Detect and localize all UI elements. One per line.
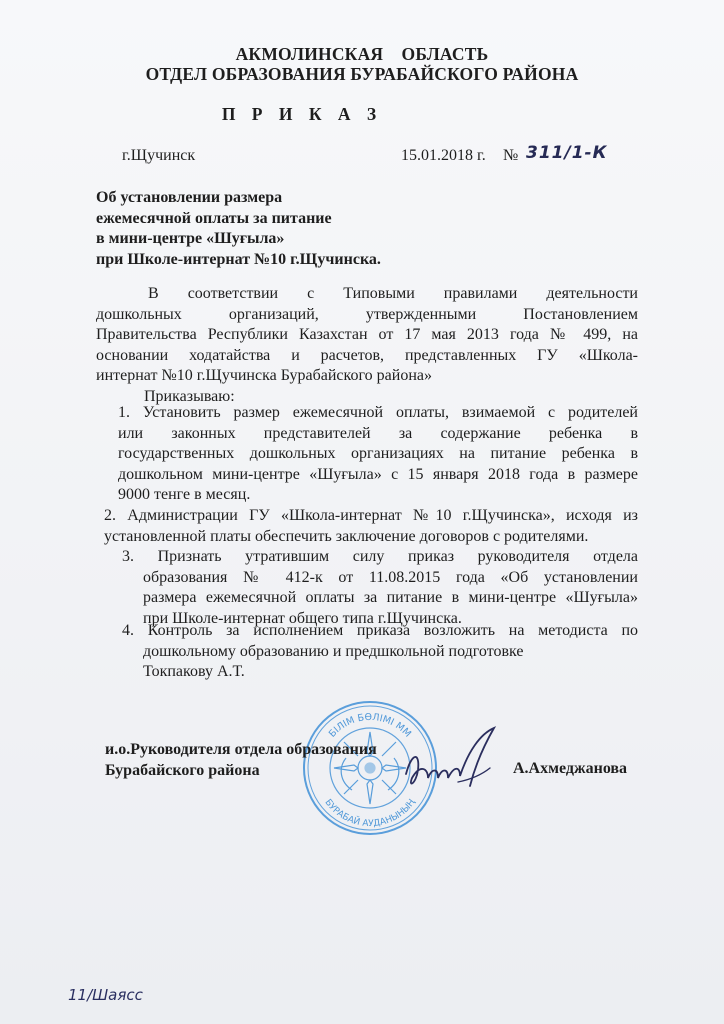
order-item-2 — [104, 506, 638, 547]
handwritten-signature — [398, 722, 508, 802]
header-department: ОТДЕЛ ОБРАЗОВАНИЯ БУРАБАЙСКОГО РАЙОНА — [145, 64, 579, 84]
item-text: Установить размер ежемесячной оплаты, взимаемой с родителей — [142, 404, 638, 421]
preamble-line: основании ходатайства и расчетов, представленных ГУ «Школа- — [96, 346, 638, 364]
subject-line: при Школе-интернат №10 г.Щучинска. — [96, 250, 381, 268]
item-text: Признать утратившим силу приказ руководителя отдела — [157, 548, 639, 565]
order-number-label: № — [503, 147, 519, 164]
item-text: или законных представителей за содержание ребенка в — [118, 424, 638, 442]
item-text: Администрации ГУ «Школа-интернат №10 г.Щучинска», исходя из — [127, 507, 639, 524]
item-text: Контроль за исполнением приказа возложить на методиста по — [147, 622, 639, 639]
preamble-line: Правительства Республики Казахстан от 17 мая 2013 года № 499, на — [96, 326, 638, 344]
item-text: образования № 412-к от 11.08.2015 года «Об установлении — [143, 568, 638, 586]
item-number: 3. — [122, 548, 134, 565]
preamble-line: интернат №10 г.Щучинска Бурабайского района» — [96, 367, 432, 385]
header-region: АКМОЛИНСКАЯ ОБЛАСТЬ — [235, 44, 489, 64]
order-item-3 — [122, 547, 638, 629]
order-date: 15.01.2018 г. — [401, 147, 486, 164]
order-word: Приказываю: — [144, 387, 235, 405]
order-subject — [96, 188, 381, 270]
order-title: П Р И К А З — [221, 104, 383, 124]
subject-line: ежемесячной оплаты за питание — [96, 209, 332, 227]
item-text: размера ежемесячной оплаты за питание в мини-центре «Шуғыла» — [143, 589, 638, 607]
item-text: дошкольном мини-центре «Шуғыла» с 15 января 2018 года в размере — [118, 465, 638, 483]
order-item-4 — [122, 621, 638, 683]
item-text: государственных дошкольных организациях на питание ребенка в — [118, 445, 638, 463]
order-number-handwritten: 311/1-К — [526, 143, 608, 163]
signatory-name: А.Ахмеджанова — [513, 760, 628, 777]
subject-line: Об установлении размера — [96, 189, 283, 206]
corner-handwritten-note: 11/Шаясс — [68, 986, 143, 1004]
preamble-line: В соответствии с Типовыми правилами деятельности — [148, 285, 638, 302]
item-number: 4. — [122, 622, 134, 639]
item-text: 9000 тенге в месяц. — [118, 486, 251, 504]
item-text: установленной платы обеспечить заключение договоров с родителями. — [104, 527, 589, 545]
item-text: Токпакову А.Т. — [143, 663, 245, 681]
item-text: при Школе-интернат общего типа г.Щучинска. — [143, 609, 462, 627]
signatory-title-line: Бурабайского района — [105, 762, 260, 779]
item-number: 1. — [118, 404, 130, 421]
stamp-top-text: БІЛІМ БӨЛІМІ ММ — [326, 711, 414, 740]
subject-line: в мини-центре «Шуғыла» — [96, 230, 285, 247]
preamble-line: дошкольных организаций, утвержденными Постановлением — [96, 305, 638, 323]
item-text: дошкольному образованию и предшкольной подготовке — [143, 642, 524, 660]
item-number: 2. — [104, 507, 116, 524]
signatory-title — [105, 739, 377, 781]
preamble — [96, 284, 638, 408]
order-city: г.Щучинск — [122, 147, 196, 164]
stamp-bottom-text: БУРАБАЙ АУДАНЫНЫҢ — [322, 797, 418, 830]
signatory-title-line: и.о.Руководителя отдела образования — [105, 741, 377, 758]
order-item-1 — [118, 403, 638, 506]
